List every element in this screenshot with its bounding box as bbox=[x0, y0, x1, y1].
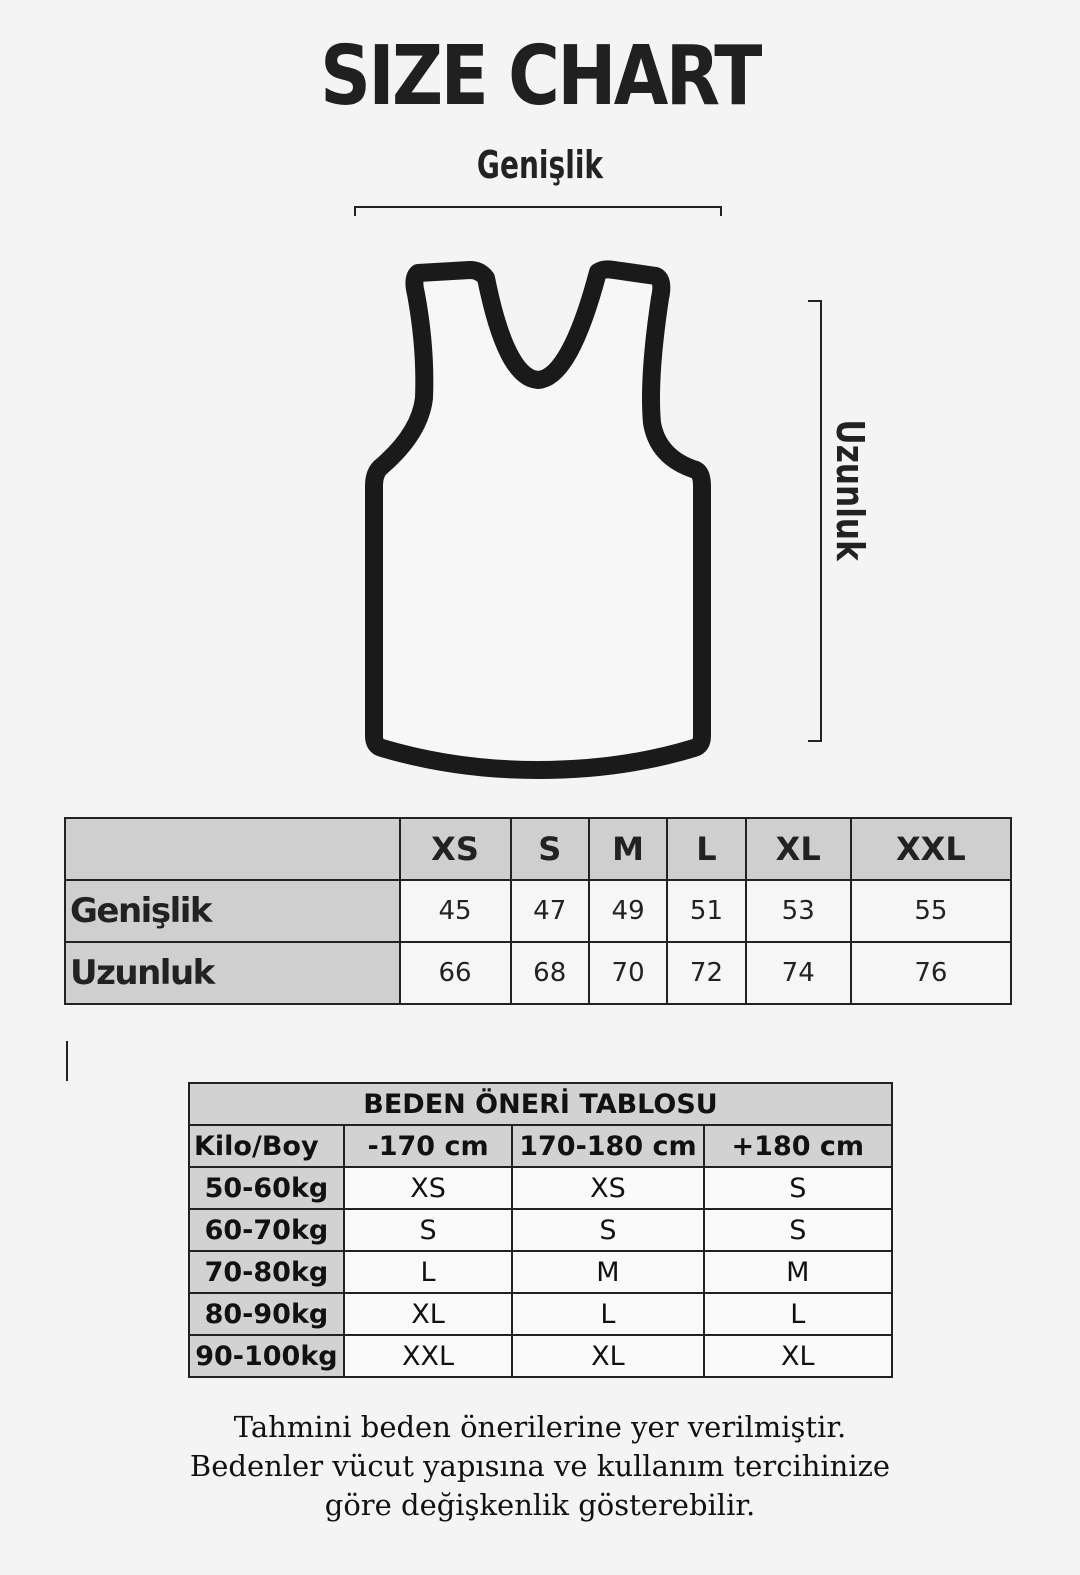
table-cell: 74 bbox=[746, 942, 851, 1004]
length-label: Uzunluk bbox=[828, 419, 872, 561]
table-cell: S bbox=[344, 1209, 512, 1251]
tank-top-outline-icon bbox=[360, 258, 720, 783]
table-cell: XL bbox=[704, 1335, 892, 1377]
size-header-l: L bbox=[667, 818, 745, 880]
table-cell: 55 bbox=[851, 880, 1011, 942]
table-row bbox=[189, 1335, 892, 1377]
size-header-xxl: XXL bbox=[851, 818, 1011, 880]
table-cell: 66 bbox=[400, 942, 511, 1004]
rec-height-header: 170-180 cm bbox=[512, 1125, 703, 1167]
size-header-m: M bbox=[589, 818, 667, 880]
table-cell: XL bbox=[344, 1293, 512, 1335]
table-row bbox=[189, 1251, 892, 1293]
size-header-s: S bbox=[511, 818, 589, 880]
width-dimension-bracket bbox=[354, 206, 722, 216]
table-cell: L bbox=[512, 1293, 703, 1335]
table-cell: L bbox=[344, 1251, 512, 1293]
note-line: Tahmini beden önerilerine yer verilmiştir. bbox=[233, 1410, 847, 1444]
table-cell: S bbox=[704, 1167, 892, 1209]
table-cell: XL bbox=[512, 1335, 703, 1377]
size-header-corner bbox=[65, 818, 400, 880]
rec-table-caption: BEDEN ÖNERİ TABLOSU bbox=[189, 1083, 892, 1125]
rec-weight-label: 80-90kg bbox=[189, 1293, 344, 1335]
table-cell: M bbox=[512, 1251, 703, 1293]
rec-weight-label: 50-60kg bbox=[189, 1167, 344, 1209]
table-cell: S bbox=[704, 1209, 892, 1251]
table-row bbox=[189, 1209, 892, 1251]
rec-height-header: +180 cm bbox=[704, 1125, 892, 1167]
rec-caption-row bbox=[189, 1083, 892, 1125]
divider-mark bbox=[66, 1041, 68, 1081]
table-cell: M bbox=[704, 1251, 892, 1293]
rec-weight-label: 90-100kg bbox=[189, 1335, 344, 1377]
table-cell: 72 bbox=[667, 942, 745, 1004]
size-header-xs: XS bbox=[400, 818, 511, 880]
table-cell: 76 bbox=[851, 942, 1011, 1004]
rec-corner-label: Kilo/Boy bbox=[189, 1125, 344, 1167]
note-line: Bedenler vücut yapısına ve kullanım tercihinize bbox=[189, 1449, 891, 1483]
rec-height-header: -170 cm bbox=[344, 1125, 512, 1167]
rec-weight-label: 60-70kg bbox=[189, 1209, 344, 1251]
table-cell: 51 bbox=[667, 880, 745, 942]
rec-header-row bbox=[189, 1125, 892, 1167]
table-cell: L bbox=[704, 1293, 892, 1335]
width-label: Genişlik bbox=[476, 143, 604, 187]
table-row bbox=[189, 1167, 892, 1209]
row-label-length: Uzunluk bbox=[65, 942, 400, 1004]
table-row bbox=[189, 1293, 892, 1335]
table-cell: S bbox=[512, 1209, 703, 1251]
size-table bbox=[64, 817, 1012, 1005]
table-cell: 53 bbox=[746, 880, 851, 942]
table-cell: XS bbox=[344, 1167, 512, 1209]
size-recommendation-table bbox=[188, 1082, 893, 1378]
table-cell: 68 bbox=[511, 942, 589, 1004]
row-label-width: Genişlik bbox=[65, 880, 400, 942]
size-row-width bbox=[65, 880, 1011, 942]
table-cell: 49 bbox=[589, 880, 667, 942]
size-row-length bbox=[65, 942, 1011, 1004]
table-cell: 47 bbox=[511, 880, 589, 942]
length-dimension-bracket bbox=[808, 300, 822, 742]
rec-weight-label: 70-80kg bbox=[189, 1251, 344, 1293]
table-cell: XS bbox=[512, 1167, 703, 1209]
table-cell: 70 bbox=[589, 942, 667, 1004]
size-header-xl: XL bbox=[746, 818, 851, 880]
page-title: SIZE CHART bbox=[320, 29, 760, 124]
size-header-row bbox=[65, 818, 1011, 880]
disclaimer-note bbox=[0, 1408, 1080, 1525]
table-cell: XXL bbox=[344, 1335, 512, 1377]
table-cell: 45 bbox=[400, 880, 511, 942]
note-line: göre değişkenlik gösterebilir. bbox=[324, 1488, 756, 1522]
